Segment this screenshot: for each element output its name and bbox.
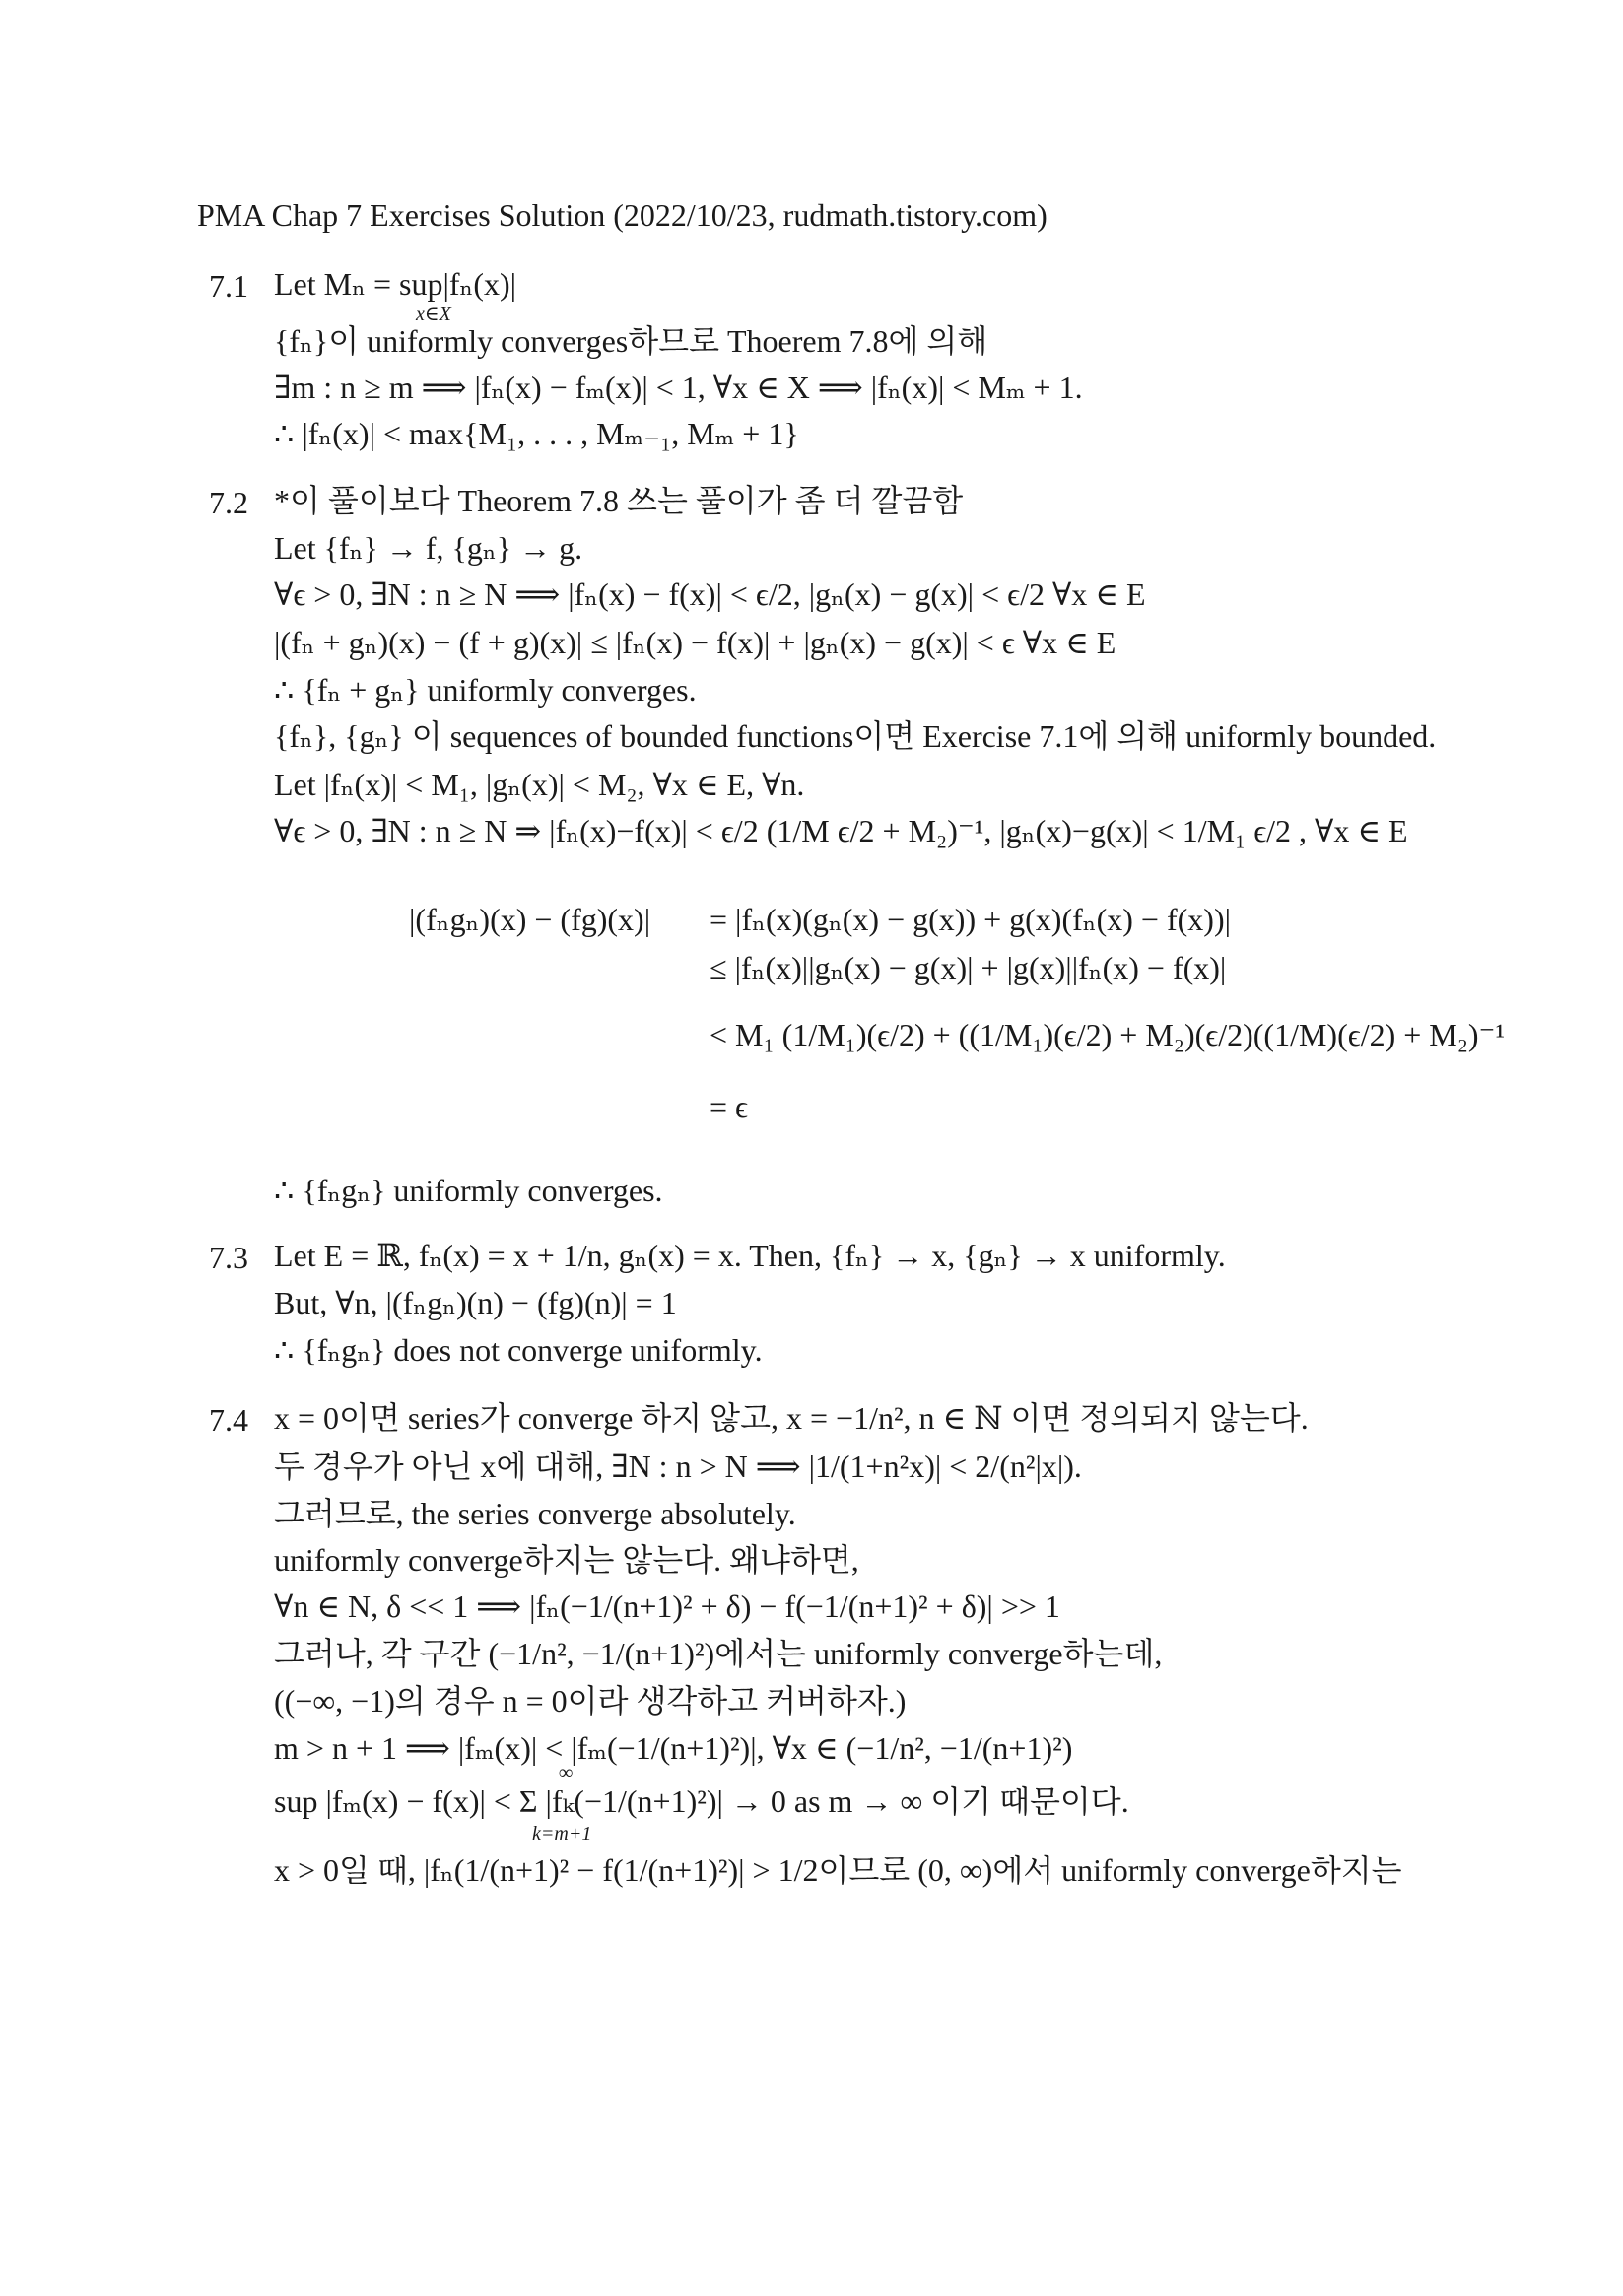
exercise-number-7-1: 7.1 [209,268,248,304]
exercise-number-7-3: 7.3 [209,1240,248,1275]
ex73-line-1: Let E = ℝ, fₙ(x) = x + 1/n, gₙ(x) = x. Then, {fₙ} → x, {gₙ} → x uniformly. [274,1238,1226,1273]
ex72-line-4: |(fₙ + gₙ)(x) − (f + g)(x)| ≤ |fₙ(x) − f(x)| + |gₙ(x) − g(x)| < ϵ ∀x ∈ E [274,625,1116,660]
ex72-line-2: Let {fₙ} → f, {gₙ} → g. [274,530,583,566]
ex74-line-6: 그러나, 각 구간 (−1/n², −1/(n+1)²)에서는 uniformly converge하는데, [274,1636,1163,1671]
ex73-line-2: But, ∀n, |(fₙgₙ)(n) − (fg)(n)| = 1 [274,1285,677,1320]
ex72-eq-row-3: < M₁ (1/M₁)(ϵ/2) + ((1/M₁)(ϵ/2) + M₂)(ϵ/2)((1/M)(ϵ/2) + M₂)⁻¹ [710,1017,1506,1052]
ex71-line-4: ∴ |fₙ(x)| < max{M₁, . . . , Mₘ₋₁, Mₘ + 1} [274,416,799,451]
ex74-line-9: sup |fₘ(x) − f(x)| < Σ |fₖ(−1/(n+1)²)| → 0 as m → ∞ 이기 때문이다. [274,1784,1129,1819]
ex72-line-6: {fₙ}, {gₙ} 이 sequences of bounded functions이면 Exercise 7.1에 의해 uniformly bounded. [274,718,1437,754]
exercise-number-7-2: 7.2 [209,485,248,520]
ex71-line-2: {fₙ}이 uniformly converges하므로 Thoerem 7.8에 의해 [274,323,988,359]
ex71-line-1: Let Mₙ = sup|fₙ(x)| [274,266,517,302]
ex74-line-8: m > n + 1 ⟹ |fₘ(x)| < |fₘ(−1/(n+1)²)|, ∀x ∈ (−1/n², −1/(n+1)²) [274,1730,1073,1766]
ex74-sum-upper: ∞ [559,1762,574,1784]
ex72-line-8: ∀ϵ > 0, ∃N : n ≥ N ⇒ |fₙ(x)−f(x)| < ϵ/2 (1/M ϵ/2 + M₂)⁻¹, |gₙ(x)−g(x)| < 1/M₁ ϵ/2 , ∀x ∈ E [274,813,1408,848]
ex74-line-10: x > 0일 때, |fₙ(1/(n+1)² − f(1/(n+1)²)| > 1/2이므로 (0, ∞)에서 uniformly converge하지는 [274,1853,1402,1888]
ex72-line-1: *이 풀이보다 Theorem 7.8 쓰는 풀이가 좀 더 깔끔함 [274,483,964,518]
ex72-line-7: Let |fₙ(x)| < M₁, |gₙ(x)| < M₂, ∀x ∈ E, ∀n. [274,767,805,802]
ex74-line-4: uniformly converge하지는 않는다. 왜냐하면, [274,1542,859,1578]
ex74-line-2: 두 경우가 아닌 x에 대해, ∃N : n > N ⟹ |1/(1+n²x)| < 2/(n²|x|). [274,1449,1082,1484]
ex74-line-1: x = 0이면 series가 converge 하지 않고, x = −1/n², n ∈ ℕ 이면 정의되지 않는다. [274,1400,1309,1436]
ex74-line-7: ((−∞, −1)의 경우 n = 0이라 생각하고 커버하자.) [274,1683,907,1719]
ex71-sup-subscript: x∈X [416,304,451,325]
ex74-sum-lower: k=m+1 [532,1823,592,1845]
ex73-line-3: ∴ {fₙgₙ} does not converge uniformly. [274,1332,763,1368]
ex74-line-5: ∀n ∈ N, δ << 1 ⟹ |fₙ(−1/(n+1)² + δ) − f(−1/(n+1)² + δ)| >> 1 [274,1588,1060,1624]
ex72-eq-row-1: = |fₙ(x)(gₙ(x) − g(x)) + g(x)(fₙ(x) − f(x))| [710,902,1231,937]
ex74-line-3: 그러므로, the series converge absolutely. [274,1496,796,1531]
ex72-line-9: ∴ {fₙgₙ} uniformly converges. [274,1173,663,1208]
exercise-number-7-4: 7.4 [209,1402,248,1438]
ex72-line-5: ∴ {fₙ + gₙ} uniformly converges. [274,672,697,708]
ex72-eq-lhs: |(fₙgₙ)(x) − (fg)(x)| [409,902,651,937]
ex71-line-3: ∃m : n ≥ m ⟹ |fₙ(x) − fₘ(x)| < 1, ∀x ∈ X ⟹ |fₙ(x)| < Mₘ + 1. [274,370,1083,405]
ex72-line-3: ∀ϵ > 0, ∃N : n ≥ N ⟹ |fₙ(x) − f(x)| < ϵ/2, |gₙ(x) − g(x)| < ϵ/2 ∀x ∈ E [274,576,1146,612]
page-header: PMA Chap 7 Exercises Solution (2022/10/23, rudmath.tistory.com) [197,197,1048,233]
ex72-eq-row-2: ≤ |fₙ(x)||gₙ(x) − g(x)| + |g(x)||fₙ(x) − f(x)| [710,950,1227,985]
ex72-eq-row-4: = ϵ [710,1089,748,1124]
